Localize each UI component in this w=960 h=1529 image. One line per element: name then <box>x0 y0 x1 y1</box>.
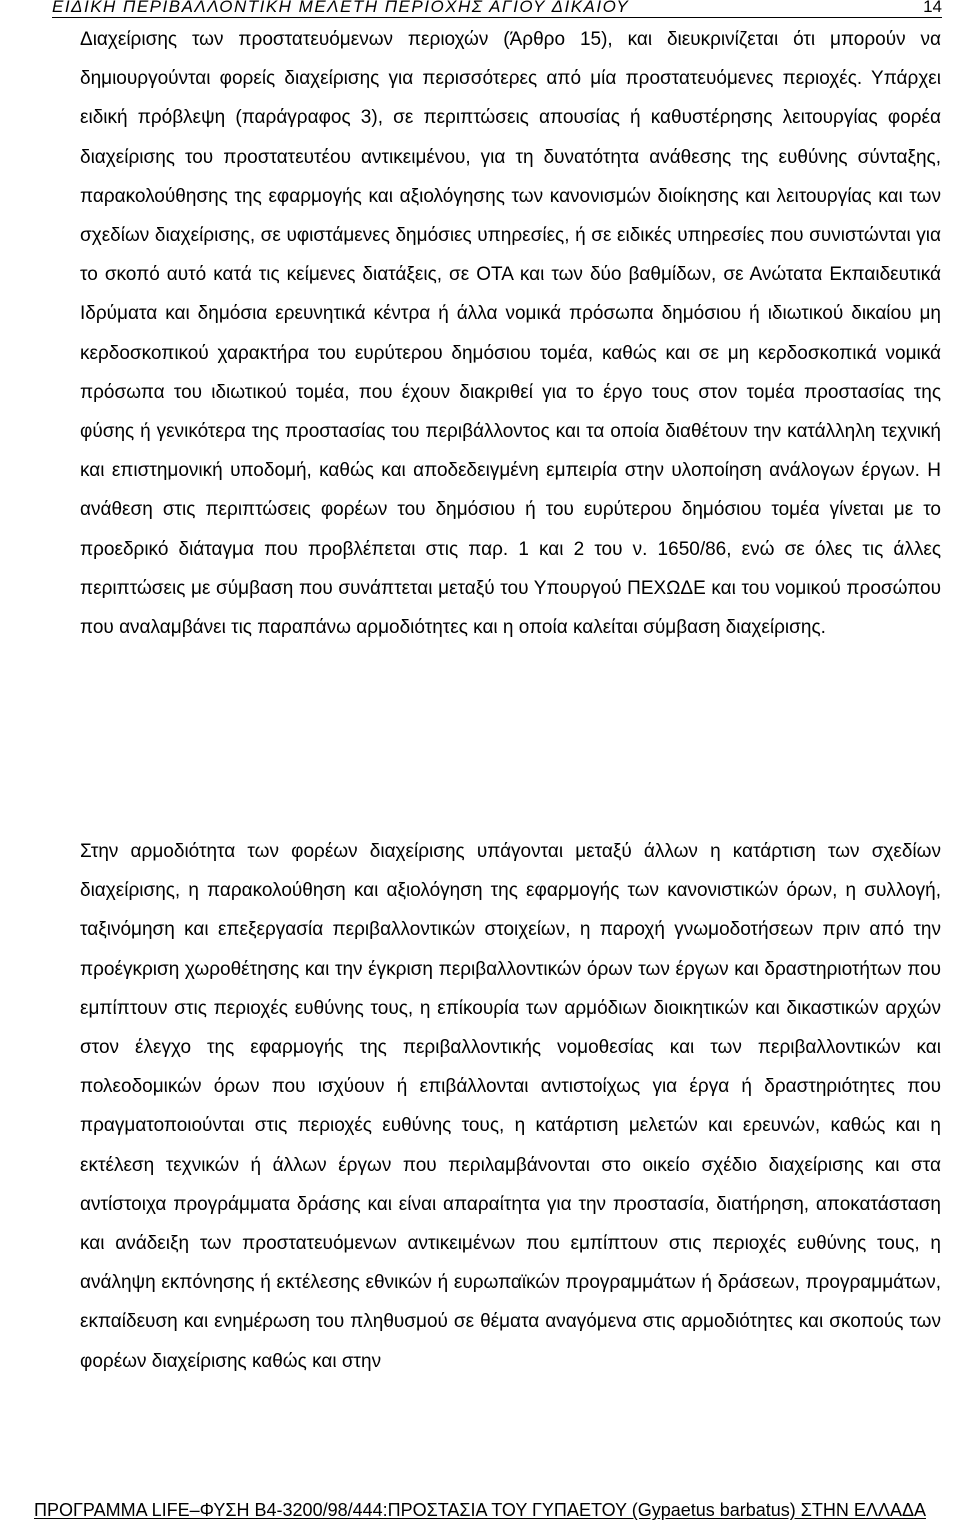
body-paragraph: Στην αρμοδιότητα των φορέων διαχείρισης υπάγονται μεταξύ άλλων η κατάρτιση των σχεδίων διαχείρισης, η παρακολούθηση και αξιολόγηση της εφαρμογής των κανονιστικών όρων, η συλλογή, ταξινόμηση και επεξεργασία περιβαλλοντικών στοιχείων, η παροχή γνωμοδοτήσεων πριν από την προέγκριση χωροθέτησης και την έγκριση περιβαλλοντικών όρων των έργων και δραστηριοτήτων που εμπίπτουν στις περιοχές ευθύνης τους, η επίκουρία των αρμόδιων διοικητικών και δικαστικών αρχών στον έλεγχο της εφαρμογής της περιβαλλοντικής νομοθεσίας και των περιβαλλοντικών και πολεοδομικών όρων που ισχύουν ή επιβάλλονται αντιστοίχως για έργα ή δραστηριότητες που πραγματοποιούνται στις περιοχές ευθύνης τους, η κατάρτιση μελετών και ερευνών, καθώς και η εκτέλεση τεχνικών ή άλλων έργων που περιλαμβάνονται στο οικείο σχέδιο διαχείρισης και στα αντίστοιχα προγράμματα δράσης και είναι απαραίτητα για την προστασία, διατήρηση, αποκατάσταση και ανάδειξη των προστατευόμενων αντικειμένων που εμπίπτουν στις περιοχές ευθύνης τους, η ανάληψη εκπόνησης ή εκτέλεσης εθνικών ή ευρωπαϊκών προγραμμάτων ή δράσεων, προγραμμάτων, εκπαίδευση και ενημέρωση του πληθυσμού σε θέματα αναγόμενα στις αρμοδιότητες και σκοπούς των φορέων διαχείρισης καθώς και στην <box>80 841 941 1372</box>
page-footer <box>0 1500 960 1521</box>
document-title: ΕΙΔΙΚΗ ΠΕΡΙΒΑΛΛΟΝΤΙΚΗ ΜΕΛΕΤΗ ΠΕΡΙΟΧΗΣ ΑΓΙΟΥ ΔΙΚΑΙΟΥ <box>52 0 630 16</box>
body-paragraph: Διαχείρισης των προστατευόμενων περιοχών (Άρθρο 15), και διευκρινίζεται ότι μπορούν να δημιουργούνται φορείς διαχείρισης για περισσότερες από μία προστατευόμενες περιοχές. Υπάρχει ειδική πρόβλεψη (παράγραφος 3), σε περιπτώσεις απουσίας ή καθυστέρησης λειτουργίας φορέα διαχείρισης του προστατευτέου αντικειμένου, για τη δυνατότητα ανάθεσης της ευθύνης σύνταξης, παρακολούθησης της εφαρμογής και αξιολόγησης των κανονισμών διοίκησης και λειτουργίας και των σχεδίων διαχείρισης, σε υφιστάμενες δημόσιες υπηρεσίες, ή σε ειδικές υπηρεσίες που συνιστώνται για το σκοπό αυτό κατά τις κείμενες διατάξεις, σε ΟΤΑ και των δύο βαθμίδων, σε Ανώτατα Εκπαιδευτικά Ιδρύματα και δημόσια ερευνητικά κέντρα ή άλλα νομικά πρόσωπα δημόσιου ή ιδιωτικού δικαίου μη κερδοσκοπικού χαρακτήρα του ευρύτερου δημόσιου τομέα, καθώς και σε μη κερδοσκοπικά νομικά πρόσωπα του ιδιωτικού τομέα, που έχουν διακριθεί για το έργο τους στον τομέα προστασίας της φύσης ή γενικότερα της προστασίας του περιβάλλοντος και τα οποία διαθέτουν την κατάλληλη τεχνική και επιστημονική υποδομή, καθώς και αποδεδειγμένη εμπειρία στην υλοποίηση ανάλογων έργων. Η ανάθεση στις περιπτώσεις φορέων του δημόσιου ή του ευρύτερου δημόσιου τομέα γίνεται με το προεδρικό διάταγμα που προβλέπεται στις παρ. 1 και 2 του ν. 1650/86, ενώ σε όλες τις άλλες περιπτώσεις με σύμβαση που συνάπτεται μεταξύ του Υπουργού ΠΕΧΩΔΕ και του νομικού προσώπου που αναλαμβάνει τις παραπάνω αρμοδιότητες και η οποία καλείται σύμβαση διαχείρισης. <box>80 29 941 639</box>
page-number: 14 <box>923 0 942 16</box>
program-footer-text: ΠΡΟΓΡΑΜΜΑ LIFE–ΦΥΣΗ Β4-3200/98/444:ΠΡΟΣΤΑΣΙΑ ΤΟΥ ΓΥΠΑΕΤΟΥ (Gypaetus barbatus) ΣΤΗΝ ΕΛΛΑΔΑ <box>33 1500 927 1520</box>
page-header <box>52 0 942 18</box>
